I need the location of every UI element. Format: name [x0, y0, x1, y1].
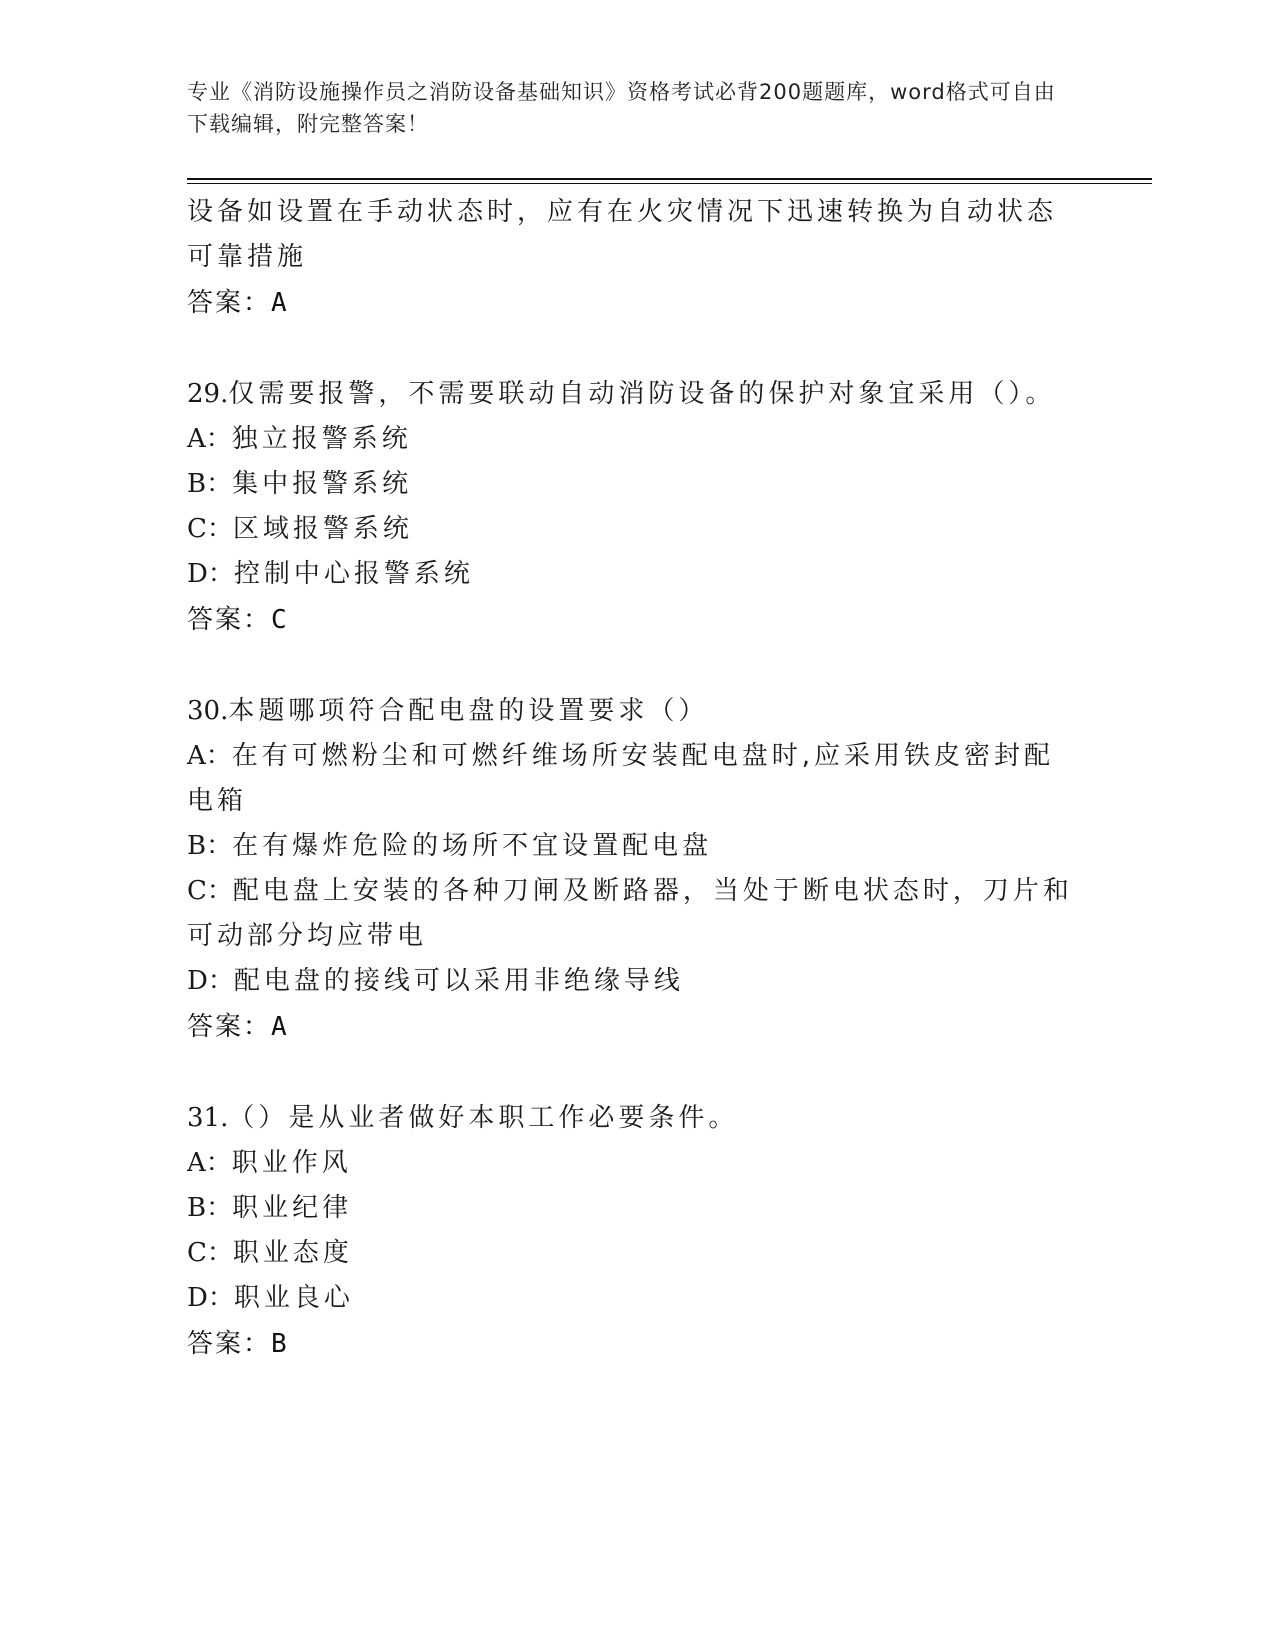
option-c	[187, 507, 1077, 552]
answer-line	[187, 1321, 1077, 1367]
question-number: 30.	[187, 696, 229, 726]
option-text: 职业纪律	[232, 1193, 353, 1223]
option-letter: B：	[187, 831, 233, 861]
option-a	[187, 417, 1077, 462]
answer-value: C	[271, 605, 289, 635]
question-number: 29.	[187, 379, 229, 409]
option-text: 职业态度	[232, 1238, 353, 1268]
answer-label: 答案：	[187, 1329, 272, 1359]
option-letter: C：	[187, 1238, 233, 1268]
answer-value: A	[271, 288, 289, 318]
option-d	[187, 1276, 1077, 1321]
question-text: 仅需要报警，不需要联动自动消防设备的保护对象宜采用（）。	[228, 379, 1056, 409]
option-letter: C：	[187, 876, 233, 906]
question-content	[187, 190, 1077, 1367]
option-b	[187, 1186, 1077, 1231]
answer-label: 答案：	[187, 1012, 272, 1042]
option-letter: D：	[187, 1283, 234, 1313]
option-a	[187, 734, 1077, 824]
question-30	[187, 689, 1077, 1050]
header-divider-thick	[187, 178, 1152, 180]
answer-line	[187, 597, 1077, 643]
spacer	[187, 326, 1077, 372]
option-text: 配电盘的接线可以采用非绝缘导线	[233, 966, 684, 996]
question-31	[187, 1096, 1077, 1367]
question-text: 本题哪项符合配电盘的设置要求（）	[228, 696, 709, 726]
option-text: 配电盘上安装的各种刀闸及断路器，当处于断电状态时，刀片和可动部分均应带电	[187, 876, 1073, 951]
answer-line	[187, 280, 1077, 326]
option-c	[187, 869, 1077, 959]
question-number: 31.	[187, 1103, 229, 1133]
question-stem	[187, 1096, 1077, 1141]
option-text: 职业作风	[231, 1148, 352, 1178]
option-text: 在有可燃粉尘和可燃纤维场所安装配电盘时,应采用铁皮密封配电箱	[187, 741, 1055, 816]
option-letter: B：	[187, 469, 233, 499]
answer-label: 答案：	[187, 605, 272, 635]
option-text: 在有爆炸危险的场所不宜设置配电盘	[232, 831, 713, 861]
option-text: 独立报警系统	[231, 424, 412, 454]
document-header: 专业《消防设施操作员之消防设备基础知识》资格考试必背200题题库，word格式可自由下载编辑，附完整答案！	[187, 80, 1056, 136]
answer-label: 答案：	[187, 288, 272, 318]
question-stem	[187, 372, 1077, 417]
option-text: 职业良心	[233, 1283, 354, 1313]
answer-line	[187, 1004, 1077, 1050]
option-letter: A：	[187, 424, 232, 454]
answer-value: A	[271, 1012, 289, 1042]
option-d	[187, 959, 1077, 1004]
option-a	[187, 1141, 1077, 1186]
option-text: 区域报警系统	[232, 514, 413, 544]
question-text: （）是从业者做好本职工作必要条件。	[228, 1103, 739, 1133]
option-text: 控制中心报警系统	[233, 559, 474, 589]
option-c	[187, 1231, 1077, 1276]
option-text: 集中报警系统	[232, 469, 413, 499]
option-b	[187, 462, 1077, 507]
question-stem	[187, 689, 1077, 734]
option-letter: C：	[187, 514, 233, 544]
option-letter: A：	[187, 741, 232, 771]
option-letter: A：	[187, 1148, 232, 1178]
option-letter: D：	[187, 966, 234, 996]
spacer	[187, 1050, 1077, 1096]
answer-value: B	[271, 1329, 289, 1359]
continued-option-text: 设备如设置在手动状态时，应有在火灾情况下迅速转换为自动状态可靠措施	[187, 197, 1058, 272]
option-b	[187, 824, 1077, 869]
option-letter: B：	[187, 1193, 233, 1223]
question-29	[187, 372, 1077, 643]
header-divider-thin	[187, 183, 1152, 184]
spacer	[187, 643, 1077, 689]
option-letter: D：	[187, 559, 234, 589]
option-d	[187, 552, 1077, 597]
